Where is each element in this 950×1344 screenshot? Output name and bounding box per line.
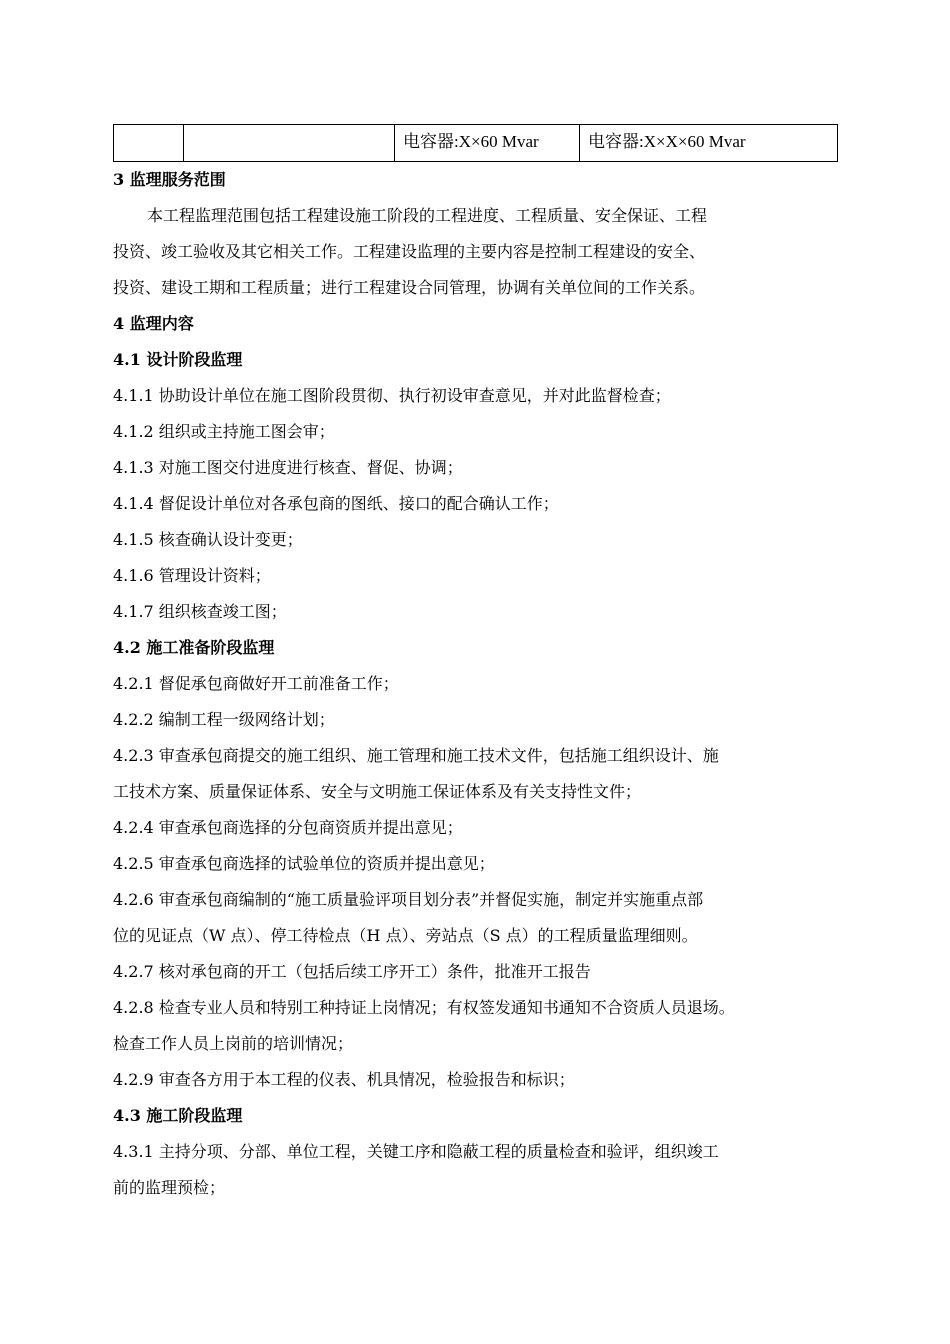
list-item: 4.2.6 审查承包商编制的“施工质量验评项目划分表”并督促实施，制定并实施重点部 xyxy=(113,890,704,909)
list-item: 4.2.1 督促承包商做好开工前准备工作； xyxy=(113,674,399,693)
table-row xyxy=(114,125,838,162)
list-item: 4.1.7 组织核查竣工图； xyxy=(113,602,287,621)
capacitor-table xyxy=(113,124,838,162)
section-heading: 3 监理服务范围 xyxy=(113,170,226,189)
list-item: 4.1.3 对施工图交付进度进行核查、督促、协调； xyxy=(113,458,463,477)
paragraph-line: 投资、竣工验收及其它相关工作。工程建设监理的主要内容是控制工程建设的安全、 xyxy=(113,242,706,261)
table-cell xyxy=(184,125,395,162)
list-item: 4.1.1 协助设计单位在施工图阶段贯彻、执行初设审查意见，并对此监督检查； xyxy=(113,386,671,405)
list-item-continuation: 位的见证点（W 点）、停工待检点（H 点）、旁站点（S 点）的工程质量监理细则。 xyxy=(113,926,698,945)
document-page xyxy=(113,124,850,1206)
list-item: 4.3.1 主持分项、分部、单位工程，关键工序和隐蔽工程的质量检查和验评，组织竣工 xyxy=(113,1142,719,1161)
subsection-heading: 4.3 施工阶段监理 xyxy=(113,1106,243,1125)
paragraph-line: 投资、建设工期和工程质量；进行工程建设合同管理，协调有关单位间的工作关系。 xyxy=(113,278,706,297)
table-cell: 电容器:X×60 Mvar xyxy=(395,125,580,162)
list-item-continuation: 工技术方案、质量保证体系、安全与文明施工保证体系及有关支持性文件； xyxy=(113,782,642,801)
list-item: 4.2.9 审查各方用于本工程的仪表、机具情况，检验报告和标识； xyxy=(113,1070,575,1089)
list-item: 4.2.5 审查承包商选择的试验单位的资质并提出意见； xyxy=(113,854,495,873)
list-item: 4.2.7 核对承包商的开工（包括后续工序开工）条件，批准开工报告 xyxy=(113,962,591,981)
subsection-heading: 4.1 设计阶段监理 xyxy=(113,350,243,369)
subsection-heading: 4.2 施工准备阶段监理 xyxy=(113,638,275,657)
list-item: 4.1.5 核查确认设计变更； xyxy=(113,530,303,549)
list-item: 4.1.4 督促设计单位对各承包商的图纸、接口的配合确认工作； xyxy=(113,494,559,513)
list-item: 4.2.3 审查承包商提交的施工组织、施工管理和施工技术文件，包括施工组织设计、施 xyxy=(113,746,719,765)
section-heading: 4 监理内容 xyxy=(113,314,194,333)
list-item: 4.1.2 组织或主持施工图会审； xyxy=(113,422,335,441)
list-item: 4.2.4 审查承包商选择的分包商资质并提出意见； xyxy=(113,818,463,837)
list-item-continuation: 检查工作人员上岗前的培训情况； xyxy=(113,1034,354,1053)
list-item: 4.2.2 编制工程一级网络计划； xyxy=(113,710,335,729)
table-cell xyxy=(114,125,184,162)
paragraph-line: 本工程监理范围包括工程建设施工阶段的工程进度、工程质量、安全保证、工程 xyxy=(147,206,708,225)
list-item: 4.1.6 管理设计资料； xyxy=(113,566,271,585)
list-item-continuation: 前的监理预检； xyxy=(113,1178,226,1197)
table-cell: 电容器:X×X×60 Mvar xyxy=(580,125,838,162)
list-item: 4.2.8 检查专业人员和特别工种持证上岗情况；有权签发通知书通知不合资质人员退场。 xyxy=(113,998,735,1017)
